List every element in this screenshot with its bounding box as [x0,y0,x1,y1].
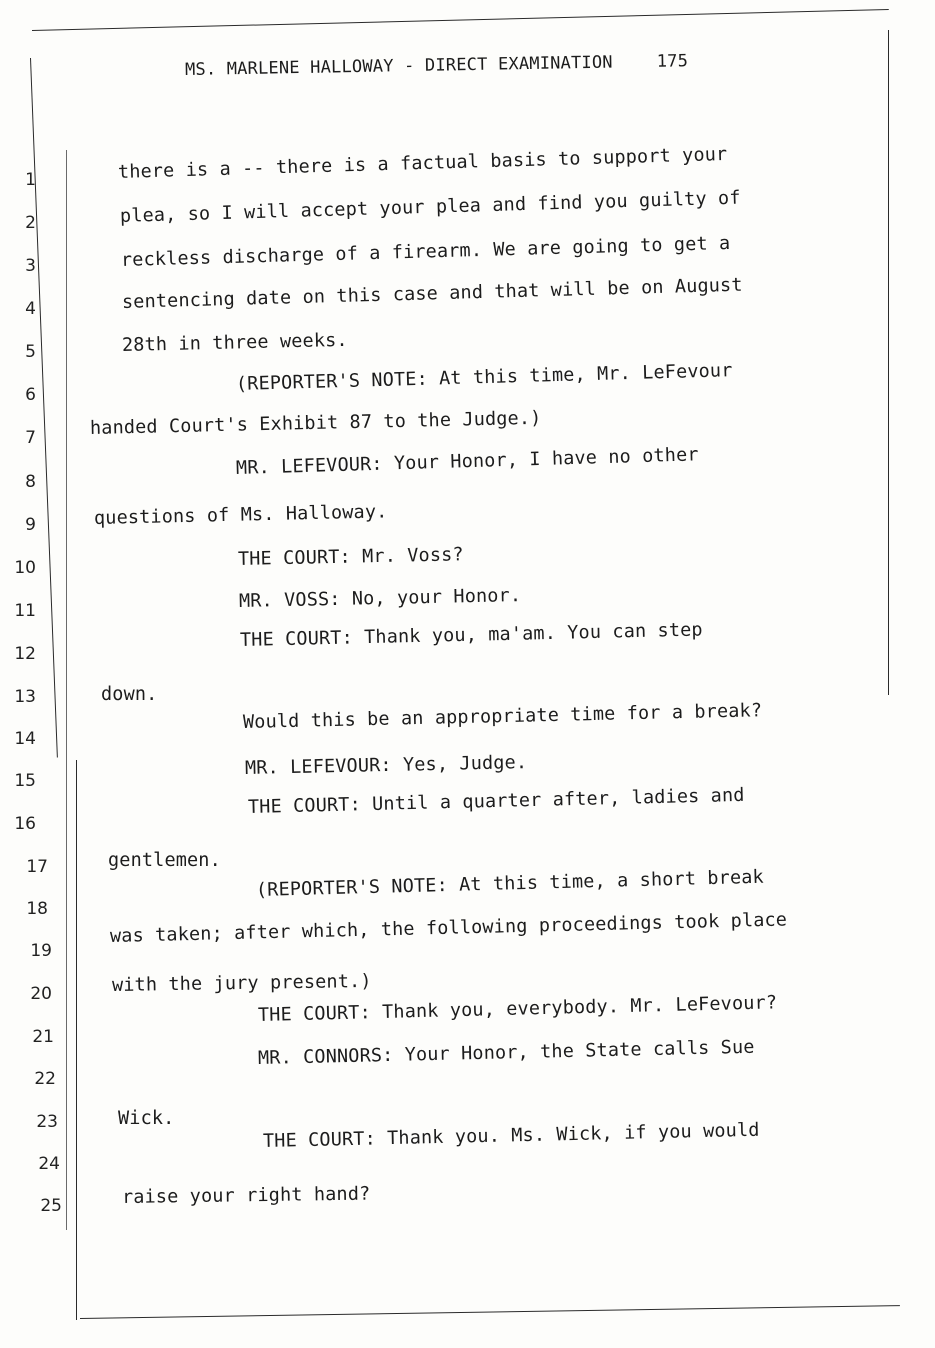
line-number: 14 [14,729,36,749]
page-border-top [32,9,889,31]
line-number: 12 [14,644,36,664]
header-title: MS. MARLENE HALLOWAY - DIRECT EXAMINATION [184,52,613,80]
transcript-line: sentencing date on this case and that will be on August [121,274,743,313]
transcript-line: THE COURT: Until a quarter after, ladies and [247,784,745,818]
transcript-line: Would this be an appropriate time for a break? [242,700,763,733]
line-number: 18 [26,899,48,919]
line-number: 24 [38,1154,60,1174]
transcript-line: THE COURT: Thank you, ma'am. You can step [239,619,703,651]
transcript-line: with the jury present.) [111,970,372,996]
line-number-rule [66,150,67,1230]
transcript-line: reckless discharge of a firearm. We are going to get a [120,232,731,271]
page-number: 175 [656,51,689,72]
transcript-line: Wick. [118,1108,175,1129]
transcript-line: MR. LEFEVOUR: Yes, Judge. [244,752,528,779]
line-number: 2 [25,213,36,233]
line-number: 21 [32,1027,54,1047]
line-number: 25 [40,1196,62,1216]
line-number: 6 [25,385,36,405]
line-number: 4 [25,299,36,319]
transcript-line: down. [101,684,158,705]
transcript-line: 28th in three weeks. [121,329,348,356]
transcript-line: (REPORTER'S NOTE: At this time, Mr. LeFevour [235,360,733,395]
line-number: 16 [14,814,36,834]
line-number: 8 [25,472,36,492]
transcript-line: there is a -- there is a factual basis to support your [117,143,728,183]
transcript-line: THE COURT: Mr. Voss? [237,544,464,570]
line-number: 19 [30,941,52,961]
page-border-bottom [80,1305,900,1319]
line-number: 20 [30,984,52,1004]
line-number: 11 [14,601,36,621]
transcript-line: raise your right hand? [121,1183,371,1208]
page-border-right [888,30,889,695]
line-number: 17 [26,857,48,877]
line-number: 13 [14,687,36,707]
line-number: 10 [14,558,36,578]
transcript-line: THE COURT: Thank you, everybody. Mr. LeFevour? [257,992,778,1026]
transcript-line: MR. VOSS: No, your Honor. [238,585,522,612]
transcript-line: gentlemen. [108,850,221,871]
transcript-line: MR. LEFEVOUR: Your Honor, I have no other [235,444,699,479]
line-number: 5 [25,342,36,362]
page-header [185,51,688,80]
line-number: 9 [25,515,36,535]
line-number: 1 [25,170,36,190]
line-number: 22 [34,1069,56,1089]
line-number: 23 [36,1112,58,1132]
line-number: 3 [25,256,36,276]
page-border-left-lower [76,760,77,1320]
transcript-line: questions of Ms. Halloway. [93,501,388,529]
transcript-line: was taken; after which, the following proceedings took place [109,909,788,947]
transcript-line: plea, so I will accept your plea and find you guilty of [119,187,741,227]
line-number: 7 [25,428,36,448]
line-number: 15 [14,771,36,791]
transcript-line: MR. CONNORS: Your Honor, the State calls Sue [257,1036,755,1069]
transcript-line: (REPORTER'S NOTE: At this time, a short break [255,866,765,901]
transcript-line: THE COURT: Thank you. Ms. Wick, if you would [262,1119,760,1152]
transcript-line: handed Court's Exhibit 87 to the Judge.) [89,407,542,439]
